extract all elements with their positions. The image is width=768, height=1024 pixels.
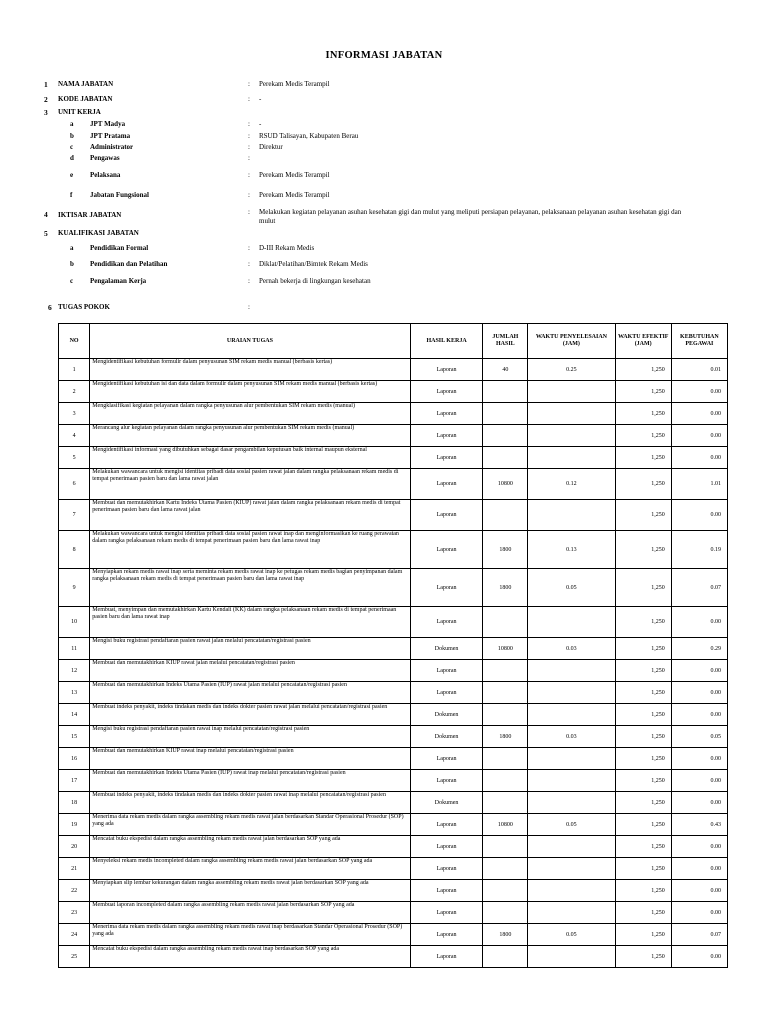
cell-no: 18 bbox=[59, 792, 90, 814]
cell-uraian-tugas: Menyiapkan slip lembar kekurangan dalam rangka assembling rekam medis rawat jalan berdasarkan SOP yang ada bbox=[90, 880, 410, 902]
cell-kebutuhan-pegawai: 0.00 bbox=[671, 403, 727, 425]
cell-waktu-penyelesaian bbox=[528, 748, 615, 770]
cell-waktu-efektif: 1,250 bbox=[615, 359, 671, 381]
cell-jumlah-hasil: 10800 bbox=[483, 469, 528, 500]
cell-hasil-kerja: Dokumen bbox=[410, 726, 483, 748]
field-number: 3 bbox=[44, 108, 48, 117]
field-colon: : bbox=[248, 191, 250, 199]
table-row bbox=[59, 770, 728, 792]
table-row bbox=[59, 858, 728, 880]
cell-hasil-kerja: Laporan bbox=[410, 607, 483, 638]
field-colon: : bbox=[248, 154, 250, 162]
cell-hasil-kerja: Laporan bbox=[410, 531, 483, 569]
cell-waktu-efektif: 1,250 bbox=[615, 704, 671, 726]
cell-kebutuhan-pegawai: 0.00 bbox=[671, 425, 727, 447]
cell-jumlah-hasil bbox=[483, 447, 528, 469]
cell-waktu-penyelesaian: 0.05 bbox=[528, 924, 615, 946]
cell-no: 24 bbox=[59, 924, 90, 946]
cell-hasil-kerja: Laporan bbox=[410, 836, 483, 858]
cell-hasil-kerja: Laporan bbox=[410, 447, 483, 469]
field-letter: b bbox=[70, 260, 74, 268]
cell-waktu-efektif: 1,250 bbox=[615, 660, 671, 682]
cell-jumlah-hasil bbox=[483, 902, 528, 924]
field-colon: : bbox=[248, 244, 250, 252]
table-row bbox=[59, 531, 728, 569]
table-row bbox=[59, 836, 728, 858]
table-row bbox=[59, 792, 728, 814]
table-row bbox=[59, 924, 728, 946]
cell-waktu-efektif: 1,250 bbox=[615, 924, 671, 946]
header-waktu-efektif: WAKTU EFEKTIF (JAM) bbox=[615, 324, 671, 359]
field-letter: e bbox=[70, 171, 74, 179]
cell-waktu-penyelesaian bbox=[528, 880, 615, 902]
field-value: Diklat/Pelatihan/Bimtek Rekam Medis bbox=[259, 260, 368, 268]
cell-hasil-kerja: Laporan bbox=[410, 500, 483, 531]
cell-kebutuhan-pegawai: 0.00 bbox=[671, 660, 727, 682]
header-waktu-penyelesaian: WAKTU PENYELESAIAN (JAM) bbox=[528, 324, 615, 359]
cell-hasil-kerja: Dokumen bbox=[410, 704, 483, 726]
field-iktisar-jabatan bbox=[0, 208, 768, 228]
field-value: Perekam Medis Terampil bbox=[259, 171, 330, 179]
cell-waktu-efektif: 1,250 bbox=[615, 858, 671, 880]
cell-jumlah-hasil bbox=[483, 500, 528, 531]
cell-waktu-efektif: 1,250 bbox=[615, 607, 671, 638]
cell-no: 23 bbox=[59, 902, 90, 924]
cell-jumlah-hasil bbox=[483, 403, 528, 425]
header-uraian-tugas: URAIAN TUGAS bbox=[90, 324, 410, 359]
field-value: Melakukan kegiatan pelayanan asuhan kesehatan gigi dan mulut yang meliputi persiapan pelayanan, pelaksanaan pelayanan asuhan kesehatan gigi dan mulut bbox=[259, 208, 682, 225]
table-header-row bbox=[59, 324, 728, 359]
cell-waktu-efektif: 1,250 bbox=[615, 748, 671, 770]
field-pendidikan-pelatihan bbox=[0, 260, 768, 272]
cell-waktu-penyelesaian bbox=[528, 682, 615, 704]
cell-waktu-efektif: 1,250 bbox=[615, 469, 671, 500]
cell-kebutuhan-pegawai: 0.00 bbox=[671, 704, 727, 726]
cell-no: 20 bbox=[59, 836, 90, 858]
table-row bbox=[59, 425, 728, 447]
field-label: JPT Pratama bbox=[90, 132, 131, 140]
cell-waktu-efektif: 1,250 bbox=[615, 500, 671, 531]
cell-hasil-kerja: Laporan bbox=[410, 359, 483, 381]
field-letter: f bbox=[70, 191, 73, 199]
table-row bbox=[59, 748, 728, 770]
table-row bbox=[59, 660, 728, 682]
cell-waktu-penyelesaian: 0.12 bbox=[528, 469, 615, 500]
cell-uraian-tugas: Membuat indeks penyakit, indeks tindakan medis dan indeks dokter pasien rawat inap melalui pencatatan/registrasi pasien bbox=[90, 792, 410, 814]
cell-waktu-efektif: 1,250 bbox=[615, 682, 671, 704]
cell-waktu-penyelesaian bbox=[528, 704, 615, 726]
field-jpt-madya bbox=[0, 120, 768, 132]
cell-waktu-efektif: 1,250 bbox=[615, 814, 671, 836]
cell-kebutuhan-pegawai: 0.43 bbox=[671, 814, 727, 836]
cell-uraian-tugas: Membuat dan memutakhirkan KIUP rawat inap melalui pencatatan/registrasi pasien bbox=[90, 748, 410, 770]
field-colon: : bbox=[248, 277, 250, 285]
cell-kebutuhan-pegawai: 0.00 bbox=[671, 381, 727, 403]
field-value: Perekam Medis Terampil bbox=[259, 80, 330, 88]
cell-uraian-tugas: Menerima data rekam medis dalam rangka assembling rekam medis rawat jalan berdasarkan Standar Operasional Prosedur (SOP) yang ada bbox=[90, 814, 410, 836]
field-label: Pengalaman Kerja bbox=[90, 277, 147, 285]
cell-kebutuhan-pegawai: 0.00 bbox=[671, 607, 727, 638]
cell-waktu-efektif: 1,250 bbox=[615, 770, 671, 792]
cell-waktu-efektif: 1,250 bbox=[615, 531, 671, 569]
cell-jumlah-hasil: 40 bbox=[483, 359, 528, 381]
cell-hasil-kerja: Laporan bbox=[410, 660, 483, 682]
table-row bbox=[59, 403, 728, 425]
cell-jumlah-hasil bbox=[483, 682, 528, 704]
cell-hasil-kerja: Laporan bbox=[410, 748, 483, 770]
field-colon: : bbox=[248, 171, 250, 179]
cell-jumlah-hasil bbox=[483, 660, 528, 682]
field-label: Jabatan Fungsional bbox=[90, 191, 149, 199]
cell-uraian-tugas: Membuat dan memutakhirkan KIUP rawat jalan melalui pencatatan/registrasi pasien bbox=[90, 660, 410, 682]
cell-no: 6 bbox=[59, 469, 90, 500]
cell-hasil-kerja: Dokumen bbox=[410, 792, 483, 814]
cell-no: 16 bbox=[59, 748, 90, 770]
cell-hasil-kerja: Laporan bbox=[410, 902, 483, 924]
field-tugas-pokok bbox=[0, 303, 768, 315]
cell-uraian-tugas: Membuat dan memutakhirkan Indeks Utama Pasien (IUP) rawat inap melalui pencatatan/registrasi pasien bbox=[90, 770, 410, 792]
cell-waktu-penyelesaian: 0.13 bbox=[528, 531, 615, 569]
cell-hasil-kerja: Laporan bbox=[410, 569, 483, 607]
cell-jumlah-hasil bbox=[483, 858, 528, 880]
cell-waktu-penyelesaian bbox=[528, 902, 615, 924]
field-colon: : bbox=[248, 303, 250, 311]
cell-no: 9 bbox=[59, 569, 90, 607]
cell-uraian-tugas: Membuat, menyimpan dan memutakhirkan Kartu Kendali (KK) dalam rangka pelaksanaan rekam medis di tempat penerimaan pasien baru dan lama rawat inap bbox=[90, 607, 410, 638]
cell-no: 10 bbox=[59, 607, 90, 638]
cell-uraian-tugas: Menyeleksi rekam medis incompleted dalam rangka assembling rekam medis rawat jalan berdasarkan SOP yang ada bbox=[90, 858, 410, 880]
field-value: - bbox=[259, 120, 262, 128]
cell-hasil-kerja: Laporan bbox=[410, 880, 483, 902]
cell-uraian-tugas: Menerima data rekam medis dalam rangka assembling rekam medis rawat inap berdasarkan Standar Operasional Prosedur (SOP) yang ada bbox=[90, 924, 410, 946]
cell-waktu-efektif: 1,250 bbox=[615, 946, 671, 968]
field-value: RSUD Talisayan, Kabupaten Berau bbox=[259, 132, 359, 140]
header-hasil-kerja: HASIL KERJA bbox=[410, 324, 483, 359]
header-kebutuhan-pegawai: KEBUTUHAN PEGAWAI bbox=[671, 324, 727, 359]
cell-kebutuhan-pegawai: 0.00 bbox=[671, 792, 727, 814]
cell-hasil-kerja: Laporan bbox=[410, 381, 483, 403]
cell-no: 3 bbox=[59, 403, 90, 425]
field-number: 6 bbox=[48, 303, 52, 312]
field-colon: : bbox=[248, 120, 250, 128]
cell-no: 21 bbox=[59, 858, 90, 880]
cell-no: 15 bbox=[59, 726, 90, 748]
cell-no: 22 bbox=[59, 880, 90, 902]
cell-waktu-penyelesaian bbox=[528, 381, 615, 403]
table-row bbox=[59, 682, 728, 704]
cell-kebutuhan-pegawai: 0.07 bbox=[671, 924, 727, 946]
cell-uraian-tugas: Membuat dan memutakhirkan Kartu Indeks Utama Pasien (KIUP) rawat jalan dalam rangka pelaksanaan rekam medis di tempat penerimaan pasien baru dan lama rawat jalan bbox=[90, 500, 410, 531]
field-label: JPT Madya bbox=[90, 120, 126, 128]
cell-jumlah-hasil bbox=[483, 770, 528, 792]
cell-kebutuhan-pegawai: 0.00 bbox=[671, 836, 727, 858]
cell-jumlah-hasil: 1800 bbox=[483, 531, 528, 569]
field-label: NAMA JABATAN bbox=[58, 80, 114, 88]
table-row bbox=[59, 500, 728, 531]
cell-hasil-kerja: Laporan bbox=[410, 858, 483, 880]
cell-kebutuhan-pegawai: 0.00 bbox=[671, 748, 727, 770]
tasks-table bbox=[58, 323, 728, 968]
field-pendidikan-formal bbox=[0, 244, 768, 256]
field-kode-jabatan bbox=[0, 95, 768, 107]
field-label: IKTISAR JABATAN bbox=[58, 211, 122, 219]
cell-uraian-tugas: Melakukan wawancara untuk mengisi identitas pribadi data sosial pasien rawat inap dan menginformasikan ke ruang perawatan dalam rangka pelaksanaan rekam medis di tempat penerimaan pasien baru dan lama rawat inap bbox=[90, 531, 410, 569]
cell-jumlah-hasil bbox=[483, 704, 528, 726]
field-value: Perekam Medis Terampil bbox=[259, 191, 330, 199]
field-colon: : bbox=[248, 143, 250, 151]
field-pengawas bbox=[0, 154, 768, 166]
cell-uraian-tugas: Membuat dan memutakhirkan Indeks Utama Pasien (IUP) rawat jalan melalui pencatatan/registrasi pasien bbox=[90, 682, 410, 704]
field-pelaksana bbox=[0, 171, 768, 183]
cell-uraian-tugas: Membuat laporan incompleted dalam rangka assembling rekam medis rawat jalan berdasarkan SOP yang ada bbox=[90, 902, 410, 924]
cell-kebutuhan-pegawai: 0.29 bbox=[671, 638, 727, 660]
field-value: - bbox=[259, 95, 262, 103]
cell-hasil-kerja: Laporan bbox=[410, 403, 483, 425]
cell-hasil-kerja: Laporan bbox=[410, 946, 483, 968]
cell-waktu-efektif: 1,250 bbox=[615, 902, 671, 924]
cell-jumlah-hasil bbox=[483, 381, 528, 403]
cell-kebutuhan-pegawai: 0.00 bbox=[671, 880, 727, 902]
cell-no: 14 bbox=[59, 704, 90, 726]
table-row bbox=[59, 902, 728, 924]
cell-kebutuhan-pegawai: 1.01 bbox=[671, 469, 727, 500]
cell-kebutuhan-pegawai: 0.05 bbox=[671, 726, 727, 748]
cell-jumlah-hasil: 10800 bbox=[483, 814, 528, 836]
cell-no: 17 bbox=[59, 770, 90, 792]
cell-hasil-kerja: Laporan bbox=[410, 469, 483, 500]
cell-kebutuhan-pegawai: 0.07 bbox=[671, 569, 727, 607]
cell-uraian-tugas: Mengklasifikasi kegiatan pelayanan dalam rangka penyusunan alur pembentukan SIM rekam medis (manual) bbox=[90, 403, 410, 425]
cell-uraian-tugas: Mencatat buku ekspedisi dalam rangka assembling rekam medis rawat jalan berdasarkan SOP yang ada bbox=[90, 836, 410, 858]
cell-uraian-tugas: Membuat indeks penyakit, indeks tindakan medis dan indeks dokter pasien rawat jalan melalui pencatatan/registrasi pasien bbox=[90, 704, 410, 726]
cell-waktu-penyelesaian bbox=[528, 425, 615, 447]
field-colon: : bbox=[248, 80, 250, 88]
tasks-table-body bbox=[59, 359, 728, 968]
field-letter: c bbox=[70, 143, 74, 151]
cell-kebutuhan-pegawai: 0.00 bbox=[671, 682, 727, 704]
cell-waktu-penyelesaian bbox=[528, 858, 615, 880]
cell-waktu-penyelesaian bbox=[528, 403, 615, 425]
field-value: Direktur bbox=[259, 143, 283, 151]
cell-waktu-efektif: 1,250 bbox=[615, 792, 671, 814]
cell-hasil-kerja: Dokumen bbox=[410, 638, 483, 660]
cell-waktu-penyelesaian bbox=[528, 946, 615, 968]
cell-hasil-kerja: Laporan bbox=[410, 814, 483, 836]
field-colon: : bbox=[248, 95, 250, 103]
cell-waktu-efektif: 1,250 bbox=[615, 726, 671, 748]
cell-uraian-tugas: Merancang alur kegiatan pelayanan dalam rangka penyusunan alur pembentukan SIM rekam medis (manual) bbox=[90, 425, 410, 447]
cell-waktu-efektif: 1,250 bbox=[615, 836, 671, 858]
cell-waktu-efektif: 1,250 bbox=[615, 880, 671, 902]
table-row bbox=[59, 469, 728, 500]
cell-waktu-penyelesaian bbox=[528, 770, 615, 792]
field-label: UNIT KERJA bbox=[58, 108, 101, 116]
field-colon: : bbox=[248, 260, 250, 268]
cell-waktu-penyelesaian: 0.05 bbox=[528, 569, 615, 607]
field-colon: : bbox=[248, 132, 250, 140]
cell-waktu-efektif: 1,250 bbox=[615, 638, 671, 660]
cell-waktu-penyelesaian: 0.05 bbox=[528, 814, 615, 836]
field-label: TUGAS POKOK bbox=[58, 303, 110, 311]
cell-jumlah-hasil bbox=[483, 792, 528, 814]
cell-no: 2 bbox=[59, 381, 90, 403]
cell-kebutuhan-pegawai: 0.01 bbox=[671, 359, 727, 381]
cell-kebutuhan-pegawai: 0.00 bbox=[671, 447, 727, 469]
field-label: KODE JABATAN bbox=[58, 95, 113, 103]
header-no: NO bbox=[59, 324, 90, 359]
cell-kebutuhan-pegawai: 0.19 bbox=[671, 531, 727, 569]
cell-jumlah-hasil bbox=[483, 946, 528, 968]
cell-no: 1 bbox=[59, 359, 90, 381]
cell-waktu-penyelesaian bbox=[528, 500, 615, 531]
field-number: 5 bbox=[44, 229, 48, 238]
cell-waktu-efektif: 1,250 bbox=[615, 447, 671, 469]
field-value: D-III Rekam Medis bbox=[259, 244, 315, 252]
field-number: 4 bbox=[44, 210, 48, 219]
cell-hasil-kerja: Laporan bbox=[410, 682, 483, 704]
cell-jumlah-hasil: 10800 bbox=[483, 638, 528, 660]
field-letter: a bbox=[70, 244, 74, 252]
field-nama-jabatan bbox=[0, 80, 768, 92]
cell-waktu-efektif: 1,250 bbox=[615, 403, 671, 425]
cell-uraian-tugas: Mengidentifikasi informasi yang dibutuhkan sebagai dasar pengambilan keputusan baik internal maupun eksternal bbox=[90, 447, 410, 469]
cell-uraian-tugas: Mengidentifikasi kebutuhan isi dan data dalam formulir dalam penyusunan SIM rekam medis manual (berbasis kertas) bbox=[90, 381, 410, 403]
field-letter: b bbox=[70, 132, 74, 140]
cell-uraian-tugas: Mengidentifikasi kebutuhan formulir dalam penyusunan SIM rekam medis manual (berbasis kertas) bbox=[90, 359, 410, 381]
field-jabatan-fungsional bbox=[0, 191, 768, 203]
cell-jumlah-hasil bbox=[483, 425, 528, 447]
cell-hasil-kerja: Laporan bbox=[410, 924, 483, 946]
table-row bbox=[59, 880, 728, 902]
cell-no: 4 bbox=[59, 425, 90, 447]
cell-jumlah-hasil bbox=[483, 607, 528, 638]
field-label: Pendidikan Formal bbox=[90, 244, 149, 252]
cell-uraian-tugas: Mencatat buku ekspedisi dalam rangka assembling rekam medis rawat inap berdasarkan SOP yang ada bbox=[90, 946, 410, 968]
cell-kebutuhan-pegawai: 0.00 bbox=[671, 902, 727, 924]
cell-kebutuhan-pegawai: 0.00 bbox=[671, 770, 727, 792]
cell-waktu-penyelesaian bbox=[528, 836, 615, 858]
cell-kebutuhan-pegawai: 0.00 bbox=[671, 858, 727, 880]
field-label: Pendidikan dan Pelatihan bbox=[90, 260, 168, 268]
cell-no: 7 bbox=[59, 500, 90, 531]
cell-no: 19 bbox=[59, 814, 90, 836]
field-letter: a bbox=[70, 120, 74, 128]
cell-no: 11 bbox=[59, 638, 90, 660]
table-row bbox=[59, 447, 728, 469]
cell-uraian-tugas: Mengisi buku registrasi pendaftaran pasien rawat inap melalui pencatatan/registrasi pasien bbox=[90, 726, 410, 748]
table-row bbox=[59, 569, 728, 607]
header-jumlah-hasil: JUMLAH HASIL bbox=[483, 324, 528, 359]
table-row bbox=[59, 381, 728, 403]
cell-jumlah-hasil bbox=[483, 836, 528, 858]
cell-hasil-kerja: Laporan bbox=[410, 770, 483, 792]
cell-no: 8 bbox=[59, 531, 90, 569]
field-unit-kerja bbox=[0, 108, 768, 120]
field-label: Pelaksana bbox=[90, 171, 121, 179]
field-letter: c bbox=[70, 277, 74, 285]
cell-jumlah-hasil bbox=[483, 880, 528, 902]
cell-waktu-penyelesaian bbox=[528, 447, 615, 469]
cell-uraian-tugas: Melakukan wawancara untuk mengisi identitas pribadi data sosial pasien rawat jalan dalam rangka pelaksanaan rekam medis di tempat penerimaan pasien baru dan lama rawat jalan bbox=[90, 469, 410, 500]
cell-waktu-penyelesaian: 0.25 bbox=[528, 359, 615, 381]
field-pengalaman-kerja bbox=[0, 277, 768, 289]
field-number: 1 bbox=[44, 80, 48, 89]
cell-no: 13 bbox=[59, 682, 90, 704]
table-row bbox=[59, 946, 728, 968]
cell-no: 12 bbox=[59, 660, 90, 682]
cell-waktu-penyelesaian bbox=[528, 792, 615, 814]
field-label: Administrator bbox=[90, 143, 134, 151]
field-kualifikasi-jabatan bbox=[0, 229, 768, 241]
field-value: Pernah bekerja di lingkungan kesehatan bbox=[259, 277, 371, 285]
field-label: Pengawas bbox=[90, 154, 120, 162]
cell-waktu-penyelesaian bbox=[528, 607, 615, 638]
table-row bbox=[59, 359, 728, 381]
table-row bbox=[59, 607, 728, 638]
cell-waktu-efektif: 1,250 bbox=[615, 381, 671, 403]
cell-no: 25 bbox=[59, 946, 90, 968]
table-row bbox=[59, 704, 728, 726]
cell-jumlah-hasil: 1800 bbox=[483, 726, 528, 748]
cell-waktu-penyelesaian: 0.03 bbox=[528, 726, 615, 748]
cell-uraian-tugas: Menyiapkan rekam medis rawat inap serta meminta rekam medis rawat inap ke petugas rekam medis bagian penyimpanan dalam rangka pelaksanaan rekam medis di tempat penerimaan pasien baru dan lama rawat inap bbox=[90, 569, 410, 607]
cell-jumlah-hasil: 1800 bbox=[483, 569, 528, 607]
page-title: INFORMASI JABATAN bbox=[325, 50, 443, 61]
cell-no: 5 bbox=[59, 447, 90, 469]
cell-uraian-tugas: Mengisi buku registrasi pendaftaran pasien rawat jalan melalui pencatatan/registrasi pasien bbox=[90, 638, 410, 660]
field-colon: : bbox=[248, 208, 250, 216]
cell-waktu-penyelesaian bbox=[528, 660, 615, 682]
table-row bbox=[59, 814, 728, 836]
cell-jumlah-hasil bbox=[483, 748, 528, 770]
cell-waktu-penyelesaian: 0.03 bbox=[528, 638, 615, 660]
field-letter: d bbox=[70, 154, 74, 162]
field-label: KUALIFIKASI JABATAN bbox=[58, 229, 139, 237]
table-row bbox=[59, 638, 728, 660]
cell-jumlah-hasil: 1800 bbox=[483, 924, 528, 946]
cell-kebutuhan-pegawai: 0.00 bbox=[671, 500, 727, 531]
cell-waktu-efektif: 1,250 bbox=[615, 569, 671, 607]
cell-hasil-kerja: Laporan bbox=[410, 425, 483, 447]
cell-kebutuhan-pegawai: 0.00 bbox=[671, 946, 727, 968]
field-number: 2 bbox=[44, 95, 48, 104]
cell-waktu-efektif: 1,250 bbox=[615, 425, 671, 447]
table-row bbox=[59, 726, 728, 748]
